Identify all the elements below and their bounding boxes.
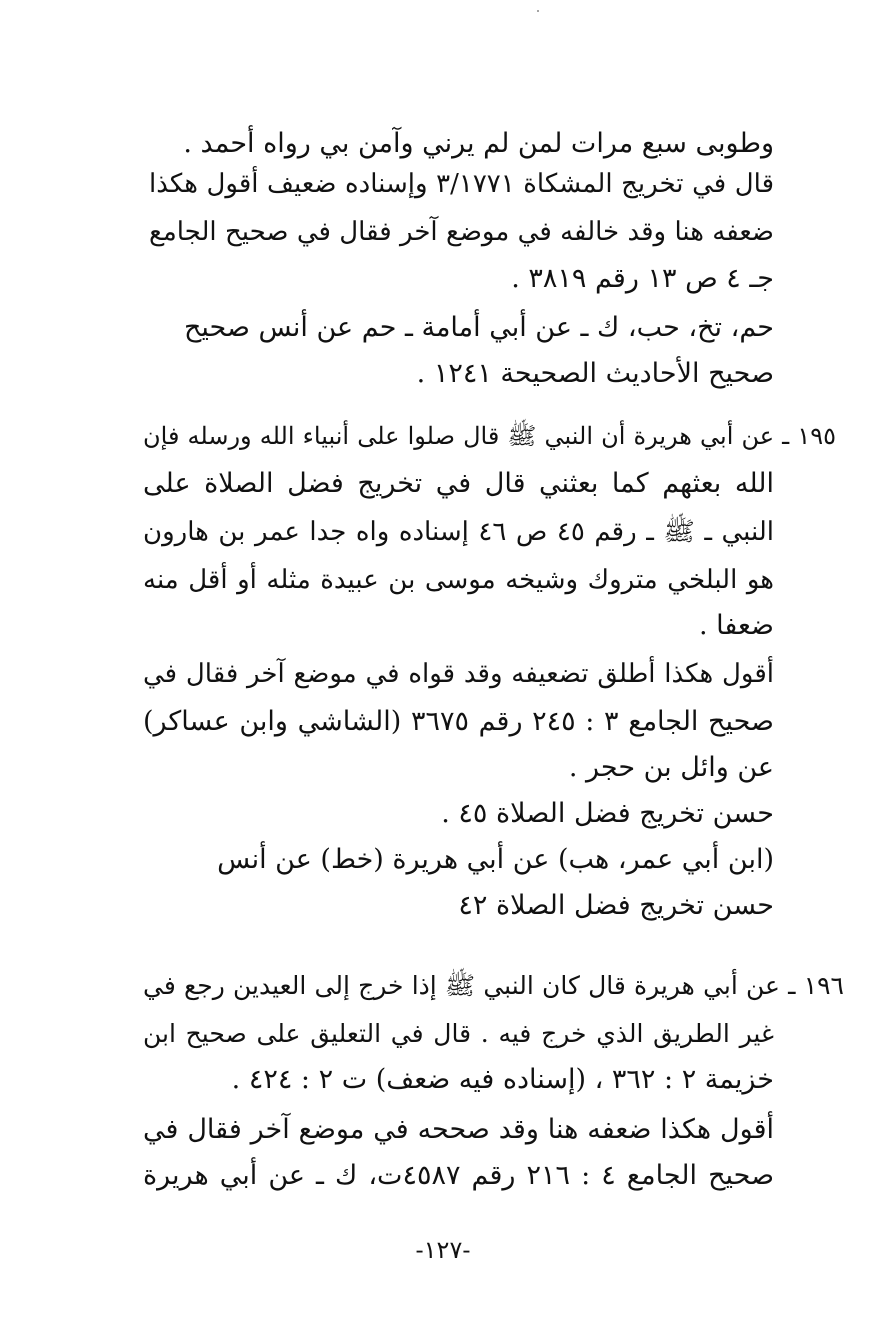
text-line: الله بعثهم كما بعثني قال في تخريج فضل الصلاة على [143,468,774,499]
text-line: خزيمة ٢ : ٣٦٢ ، (إسناده فيه ضعف) ت ٢ : ٤٢٤ . [231,1064,774,1095]
text-line: حسن تخريج فضل الصلاة ٤٢ [458,890,774,921]
hadith-heading-line: ١٩٦ ـ عن أبي هريرة قال كان النبي ﷺ إذا خرج إلى العيدين رجع في [143,971,844,1000]
text-line: حم، تخ، حب، ك ـ عن أبي أمامة ـ حم عن أنس صحيح [183,312,774,343]
page-number: -١٢٧- [415,1236,471,1264]
text-line: جـ ٤ ص ١٣ رقم ٣٨١٩ . [511,263,774,294]
text-line: أقول هكذا أطلق تضعيفه وقد قواه في موضع آخر فقال في [143,659,774,689]
text-line: النبي ـ ﷺ ـ رقم ٤٥ ص ٤٦ إسناده واه جدا عمر بن هارون [143,517,775,547]
text-line: (ابن أبي عمر، هب) عن أبي هريرة (خط) عن أنس [217,844,774,875]
text-line: ضعفه هنا وقد خالفه في موضع آخر فقال في صحيح الجامع [149,217,774,247]
text-line: صحيح الجامع ٣ : ٢٤٥ رقم ٣٦٧٥ (الشاشي وابن عساكر) [143,706,774,737]
scan-speck [537,10,539,12]
text-line: هو البلخي متروك وشيخه موسى بن عبيدة مثله أو أقل منه [143,565,774,595]
text-line: غير الطريق الذي خرج فيه . قال في التعليق على صحيح ابن [143,1019,774,1048]
text-line: عن وائل بن حجر . [568,752,774,783]
text-line: صحيح الأحاديث الصحيحة ١٢٤١ . [416,358,774,389]
text-line: حسن تخريج فضل الصلاة ٤٥ . [441,798,774,829]
text-line: قال في تخريج المشكاة ٣/١٧٧١ وإسناده ضعيف أقول هكذا [149,169,775,199]
text-line: ضعفا . [698,610,774,641]
text-line: وطوبى سبع مرات لمن لم يرني وآمن بي رواه أحمد . [183,128,774,159]
hadith-heading-line: ١٩٥ ـ عن أبي هريرة أن النبي ﷺ قال صلوا على أنبياء الله ورسله فإن [143,422,836,450]
text-line: صحيح الجامع ٤ : ٢١٦ رقم ٤٥٨٧ت، ك ـ عن أبي هريرة [143,1160,775,1191]
text-line: أقول هكذا ضعفه هنا وقد صححه في موضع آخر فقال في [143,1114,774,1145]
